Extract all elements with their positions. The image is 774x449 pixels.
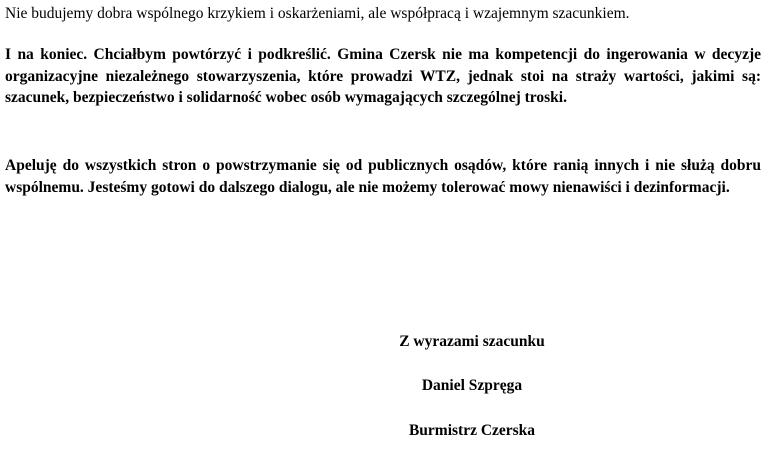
paragraph-appeal: Apeluję do wszystkich stron o powstrzymanie się od publicznych osądów, które ranią innych i nie służą dobru wspólnemu. Jesteśmy gotowi do dalszego dialogu, ale nie możemy tolerować mowy nienawiści i dezinformacji.: [5, 157, 761, 196]
signature-name: Daniel Szpręga: [421, 377, 523, 394]
paragraph-competence-statement: I na koniec. Chciałbym powtórzyć i podkreślić. Gmina Czersk nie ma kompetencji do ingerowania w decyzje organizacyjne niezależnego stowarzyszenia, które prowadzi WTZ, jednak stoi na straży wartości, jakimi są: szacunek, bezpieczeństwo i solidarność wobec osób wymagających szczególnej troski.: [5, 46, 761, 106]
signature-title: Burmistrz Czerska: [408, 422, 536, 439]
signature-closing: Z wyrazami szacunku: [399, 333, 545, 350]
paragraph-cooperation: Nie budujemy dobra wspólnego krzykiem i oskarżeniami, ale współpracą i wzajemnym szacunkiem.: [5, 5, 630, 22]
